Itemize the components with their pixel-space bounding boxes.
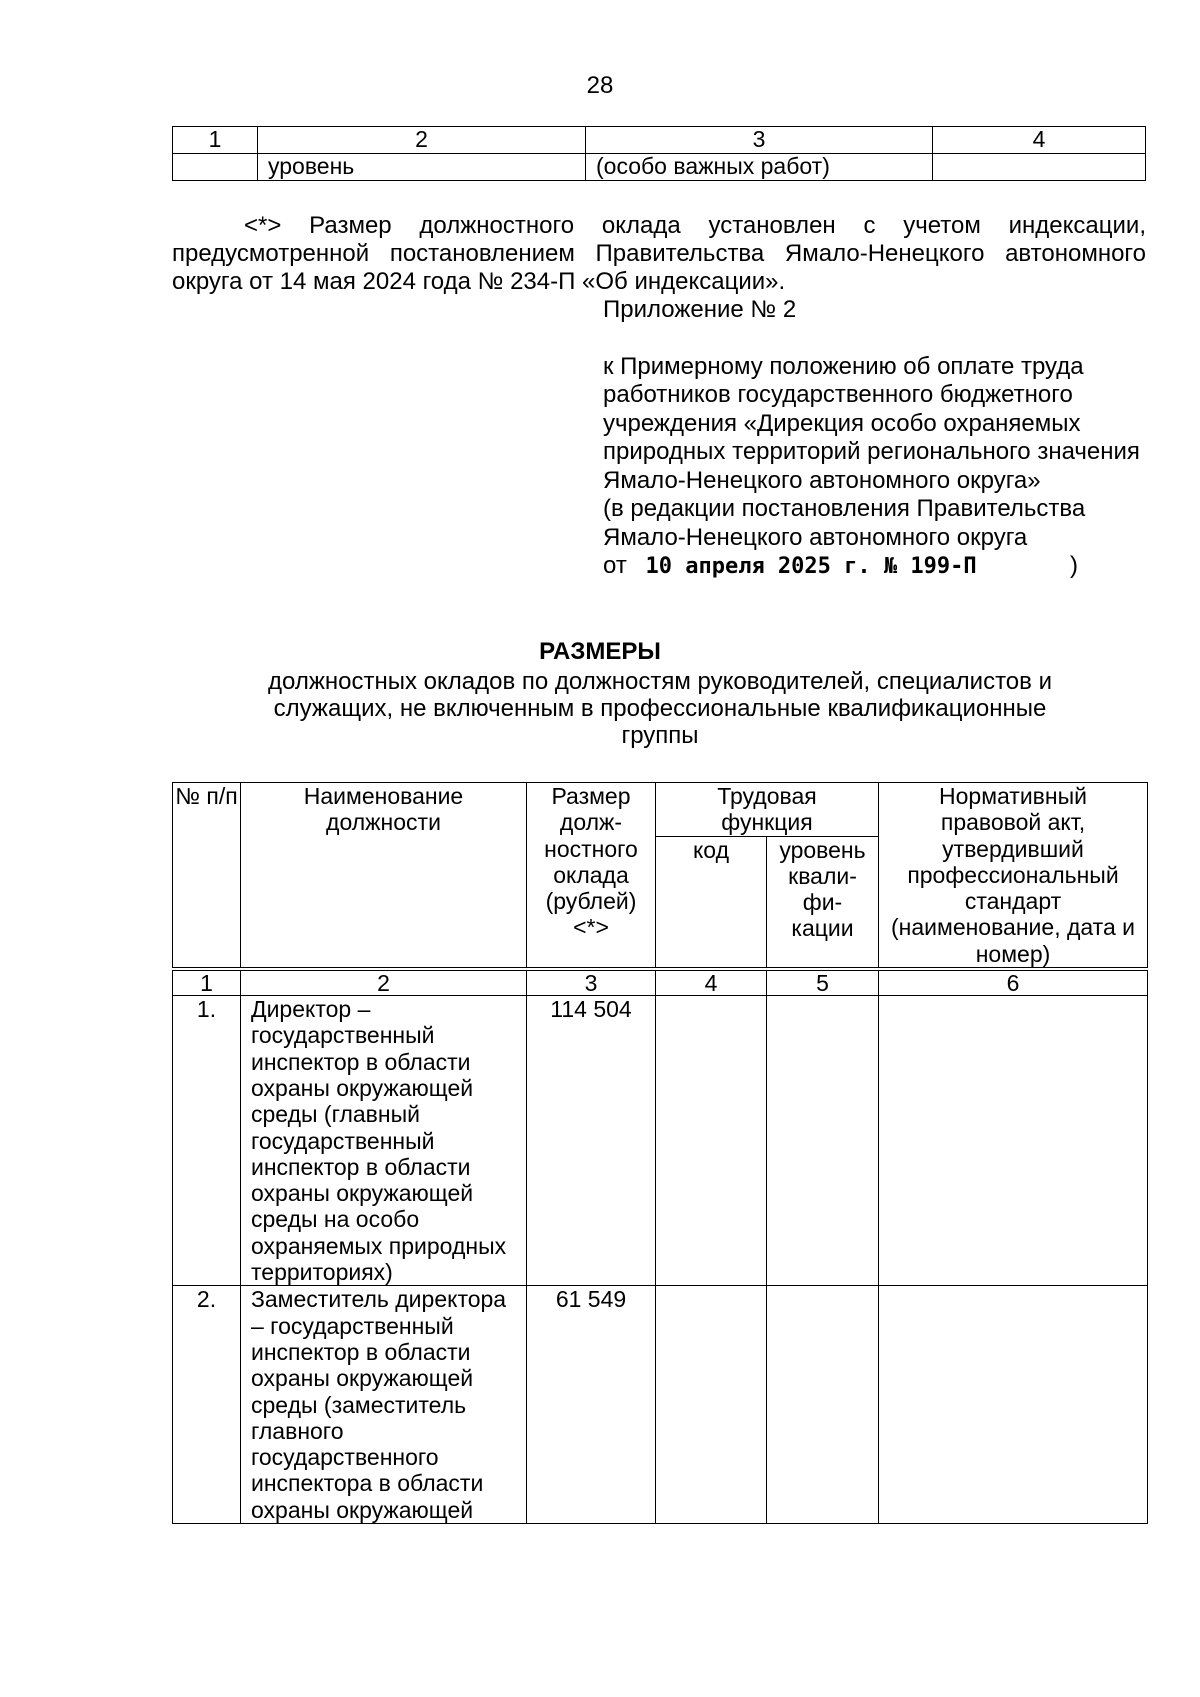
row-number: 1. (173, 996, 241, 1286)
table-cell: 3 (586, 127, 933, 154)
header-labor-function: Трудовая функция (656, 783, 879, 837)
appendix-edition: (в редакции постановления Правительства Ямало-Ненецкого автономного округа (603, 495, 1086, 551)
date-suffix: ) (1070, 552, 1078, 579)
header-level: уровень квали-фи-кации (767, 836, 879, 969)
table-cell (933, 154, 1146, 181)
table-cell (173, 154, 258, 181)
qualification-level (767, 1286, 879, 1524)
legal-act (879, 996, 1148, 1286)
column-number-row (173, 969, 1148, 996)
table-cell: (особо важных работ) (586, 154, 933, 181)
date-prefix: от (603, 552, 627, 579)
table-row (173, 1286, 1148, 1524)
table-row (173, 996, 1148, 1286)
footnote (172, 212, 1146, 296)
table-row (173, 154, 1146, 181)
appendix-date-line (603, 552, 1163, 582)
function-code (656, 996, 767, 1286)
table-header-row (173, 127, 1146, 154)
document-subtitle: должностных окладов по должностям руководителей, специалистов и служащих, не включенным в профессиональные квалификационные группы (268, 668, 1052, 749)
column-number: 6 (879, 969, 1148, 996)
position-name: Директор – государственный инспектор в области охраны окружающей среды (главный государственный инспектор в области охраны окружающей среды на особо охраняемых природных территориях) (241, 996, 527, 1286)
footnote-text: <*> Размер должностного оклада установлен с учетом индексации, предусмотренной постановлением Правительства Ямало-Ненецкого автономного округа от 14 мая 2024 года № 234-П «Об индексации». (172, 212, 1146, 295)
table-cell: 4 (933, 127, 1146, 154)
column-number: 2 (241, 969, 527, 996)
function-code (656, 1286, 767, 1524)
table-cell: уровень (258, 154, 586, 181)
table-cell: 1 (173, 127, 258, 154)
header-act: Нормативный правовой акт, утвердивший профессиональный стандарт (наименование, дата и номер) (879, 783, 1148, 970)
header-num: № п/п (173, 783, 241, 970)
header-code: код (656, 836, 767, 969)
salary-value: 114 504 (527, 996, 656, 1286)
qualification-level (767, 996, 879, 1286)
column-number: 4 (656, 969, 767, 996)
appendix-label: Приложение № 2 (603, 296, 797, 323)
position-name: Заместитель директора – государственный инспектор в области охраны окружающей среды (заместитель главного государственного инспектора в области охраны окружающей (241, 1286, 527, 1524)
continuation-table (172, 126, 1146, 181)
appendix-block (603, 296, 1163, 582)
salary-table (172, 782, 1148, 1524)
table-header-row (173, 783, 1148, 837)
legal-act (879, 1286, 1148, 1524)
header-name: Наименование должности (241, 783, 527, 970)
appendix-reference: к Примерному положению об оплате труда работников государственного бюджетного учреждения «Дирекция особо охраняемых природных территорий регионального значения Ямало-Ненецкого автономного округа» (603, 352, 1140, 494)
resolution-date: 10 апреля 2025 г. № 199-П (645, 554, 977, 579)
column-number: 3 (527, 969, 656, 996)
row-number: 2. (173, 1286, 241, 1524)
salary-value: 61 549 (527, 1286, 656, 1524)
column-number: 1 (173, 969, 241, 996)
header-salary: Размер долж-ностного оклада (рублей) <*> (527, 783, 656, 970)
document-title: РАЗМЕРЫ (539, 638, 661, 665)
column-number: 5 (767, 969, 879, 996)
page-number: 28 (586, 72, 614, 99)
table-cell: 2 (258, 127, 586, 154)
